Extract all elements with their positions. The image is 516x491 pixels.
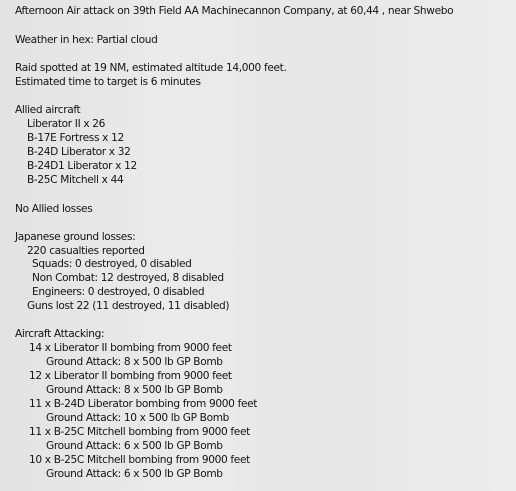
allied-aircraft-item: B-24D1 Liberator x 12 (27, 160, 137, 172)
allied-losses-text: No Allied losses (15, 203, 93, 215)
raid-spotted-text: Raid spotted at 19 NM, estimated altitude 14,000 feet. (15, 62, 287, 74)
guns-lost-text: Guns lost 22 (11 destroyed, 11 disabled) (27, 300, 230, 312)
aircraft-attacking-heading: Aircraft Attacking: (15, 328, 105, 340)
ground-attack-line: Ground Attack: 6 x 500 lb GP Bomb (46, 468, 223, 480)
japanese-losses-heading: Japanese ground losses: (15, 231, 136, 243)
allied-aircraft-heading: Allied aircraft (15, 104, 81, 116)
attack-group-line: 12 x Liberator II bombing from 9000 feet (29, 370, 232, 382)
non-combat-losses-text: Non Combat: 12 destroyed, 8 disabled (32, 272, 224, 284)
casualties-text: 220 casualties reported (27, 245, 145, 257)
allied-aircraft-item: B-17E Fortress x 12 (27, 132, 124, 144)
report-header: Afternoon Air attack on 39th Field AA Machinecannon Company, at 60,44 , near Shwebo (15, 5, 454, 17)
attack-group-line: 11 x B-24D Liberator bombing from 9000 feet (29, 398, 258, 410)
ground-attack-line: Ground Attack: 6 x 500 lb GP Bomb (46, 440, 223, 452)
ground-attack-line: Ground Attack: 10 x 500 lb GP Bomb (46, 412, 230, 424)
engineers-losses-text: Engineers: 0 destroyed, 0 disabled (32, 286, 205, 298)
attack-group-line: 10 x B-25C Mitchell bombing from 9000 feet (29, 454, 250, 466)
allied-aircraft-item: Liberator II x 26 (27, 118, 106, 130)
attack-group-line: 11 x B-25C Mitchell bombing from 9000 feet (29, 426, 250, 438)
weather-text: Weather in hex: Partial cloud (15, 34, 158, 46)
time-to-target-text: Estimated time to target is 6 minutes (15, 76, 201, 88)
squads-losses-text: Squads: 0 destroyed, 0 disabled (32, 258, 192, 270)
attack-group-line: 14 x Liberator II bombing from 9000 feet (29, 342, 232, 354)
ground-attack-line: Ground Attack: 8 x 500 lb GP Bomb (46, 356, 223, 368)
ground-attack-line: Ground Attack: 8 x 500 lb GP Bomb (46, 384, 223, 396)
allied-aircraft-item: B-24D Liberator x 32 (27, 146, 131, 158)
allied-aircraft-item: B-25C Mitchell x 44 (27, 174, 124, 186)
